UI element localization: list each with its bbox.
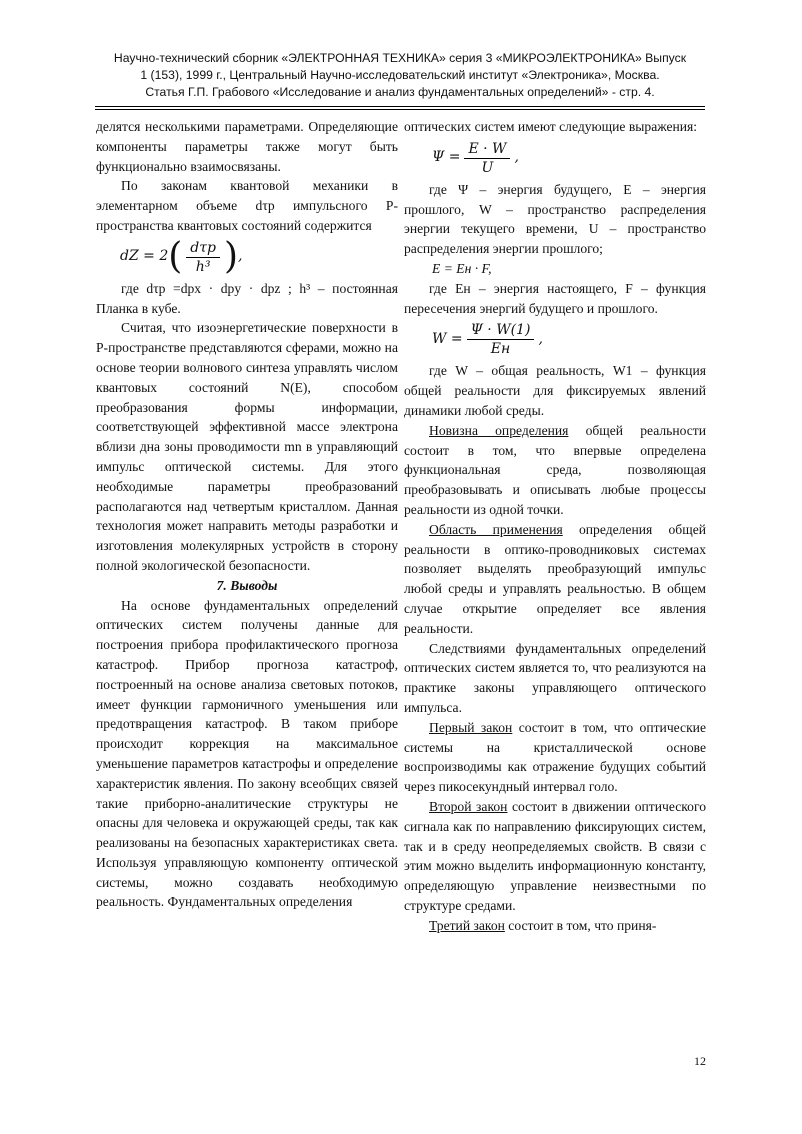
formula-lhs: Ψ = bbox=[432, 149, 461, 166]
formula-w bbox=[432, 321, 706, 358]
paragraph: где Ψ – энергия будущего, E – энергия прошлого, W – пространство распределения энергии текущего времени, U – пространство распределения энергии прошлого; bbox=[404, 181, 706, 257]
header-line-3: Статья Г.П. Грабового «Исследование и анализ фундаментальных определений» - стр. 4. bbox=[145, 85, 655, 99]
fraction-numerator: Ψ · W(1) bbox=[467, 321, 535, 340]
fraction-numerator: dτp bbox=[186, 239, 220, 258]
paragraph: делятся несколькими параметрами. Определяющие компоненты параметры также могут быть функционально взаимосвязаны. bbox=[96, 119, 398, 174]
fraction-numerator: E · W bbox=[464, 140, 510, 159]
fraction-denominator: U bbox=[481, 159, 494, 176]
formula-dz: dZ = 2 ( $\frac{\text{dτp}}{\text{h³}}$ ) , bbox=[120, 236, 243, 278]
right-column bbox=[404, 117, 706, 935]
paragraph: где Eн – энергия настоящего, F – функция пересечения энергий будущего и прошлого. bbox=[404, 280, 706, 316]
paragraph: оптических систем имеют следующие выражения: bbox=[404, 119, 698, 134]
paragraph: Третий закон состоит в том, что приня- bbox=[429, 917, 657, 933]
formula-psi bbox=[432, 140, 706, 177]
running-header bbox=[90, 50, 710, 101]
page-number: 12 bbox=[694, 1054, 706, 1068]
formula-lhs: dZ = 2 bbox=[120, 248, 169, 265]
underlined-term: Новизна определения bbox=[429, 422, 569, 438]
fraction bbox=[467, 321, 535, 358]
fraction-denominator: Eн bbox=[490, 341, 511, 358]
paragraph: Второй закон состоит в движении оптического сигнала как по направлению фиксирующих систем, так и в среду неопределяемых свойств. В связи с этим можно выделить информационную константу, определяющую управление неизвестными по структуре средами. bbox=[404, 798, 706, 913]
header-line-2: 1 (153), 1999 г., Центральный Научно-исследовательский институт «Электроника», Москва. bbox=[140, 68, 660, 82]
paragraph: где W – общая реальность, W1 – функция общей реальности для фиксируемых явлений динамики любой среды. bbox=[404, 363, 706, 418]
paragraph: Область применения определения общей реальности в оптико-проводниковых системах позволяет выделять преобразующий импульс любой среды и управлять реальностью. В общем случае открытие определяет все явления реальности. bbox=[404, 521, 706, 636]
paragraph: где dτp =dpx · dpy · dpz ; h³ – постоянная Планка в кубе. bbox=[96, 280, 398, 316]
paragraph: Следствиями фундаментальных определений оптических систем является то, что реализуются на практике законы управляющего оптического импульса. bbox=[404, 640, 706, 715]
paragraph: На основе фундаментальных определений оптических систем получены данные для построения прибора профилактического прогноза катастроф. Прибор прогноза катастроф, построенный на основе анализа световых потоков, имеет функции гармоничного уменьшения или предотвращения катастроф. В таком приборе происходит коррекция на максимальное уменьшение параметров катастрофы и определение характеристик явления. По закону всеобщих связей такие приборно-аналитические структуры не опасны для человека и окружающей среды, так как реализованы на безопасных характеристиках света. Используя управляющую компоненту оптической системы, можно создавать необходимую реальность. Фундаментальных определения bbox=[96, 597, 398, 910]
formula-tail: , bbox=[514, 149, 519, 166]
underlined-term: Область применения bbox=[429, 521, 563, 537]
formula-lhs: W = bbox=[432, 330, 463, 347]
underlined-term: Третий закон bbox=[429, 917, 505, 933]
fraction-denominator: h³ bbox=[195, 258, 211, 275]
paragraph: По законам квантовой механики в элементарном объеме dτp импульсного P-пространства квантовых состояний содержится bbox=[96, 178, 398, 233]
fraction bbox=[464, 140, 510, 177]
formula-tail: , bbox=[538, 330, 543, 347]
fraction bbox=[186, 239, 220, 276]
underlined-term: Первый закон bbox=[429, 719, 513, 735]
underlined-term: Второй закон bbox=[429, 798, 508, 814]
formula-e: E = Eн · F, bbox=[432, 260, 492, 276]
paragraph: Считая, что изоэнергетические поверхности в P-пространстве представляются сферами, можно на основе теории волнового синтеза управлять числом квантовых состояний N(E), способом преобразования формы информации, соответствующей эффективной массе электрона вблизи дна зоны проводимости mn в управляющий импульс оптической системы. Для этого необходимые параметры преобразований располагаются над четвертым кристаллом. Данная технология может направить методы разработки и изготовления молекулярных устройств в сторону полной экологической безопасности. bbox=[96, 320, 398, 573]
paragraph: Новизна определения общей реальности состоит в том, что впервые определена функциональная среда, позволяющая преобразовывать и описывать любые процессы реальности из одной точки. bbox=[404, 422, 706, 517]
header-line-1: Научно-технический сборник «ЭЛЕКТРОННАЯ ТЕХНИКА» серия 3 «МИКРОЭЛЕКТРОНИКА» Выпуск bbox=[113, 51, 687, 65]
formula-tail: , bbox=[238, 248, 243, 265]
header-divider bbox=[95, 106, 705, 110]
left-column bbox=[96, 117, 398, 912]
paragraph: Первый закон состоит в том, что оптические системы на кристаллической основе воспроизводимы как отражение будущих событий через пикосекундный интервал голо. bbox=[404, 719, 706, 795]
section-heading: 7. Выводы bbox=[216, 577, 278, 593]
